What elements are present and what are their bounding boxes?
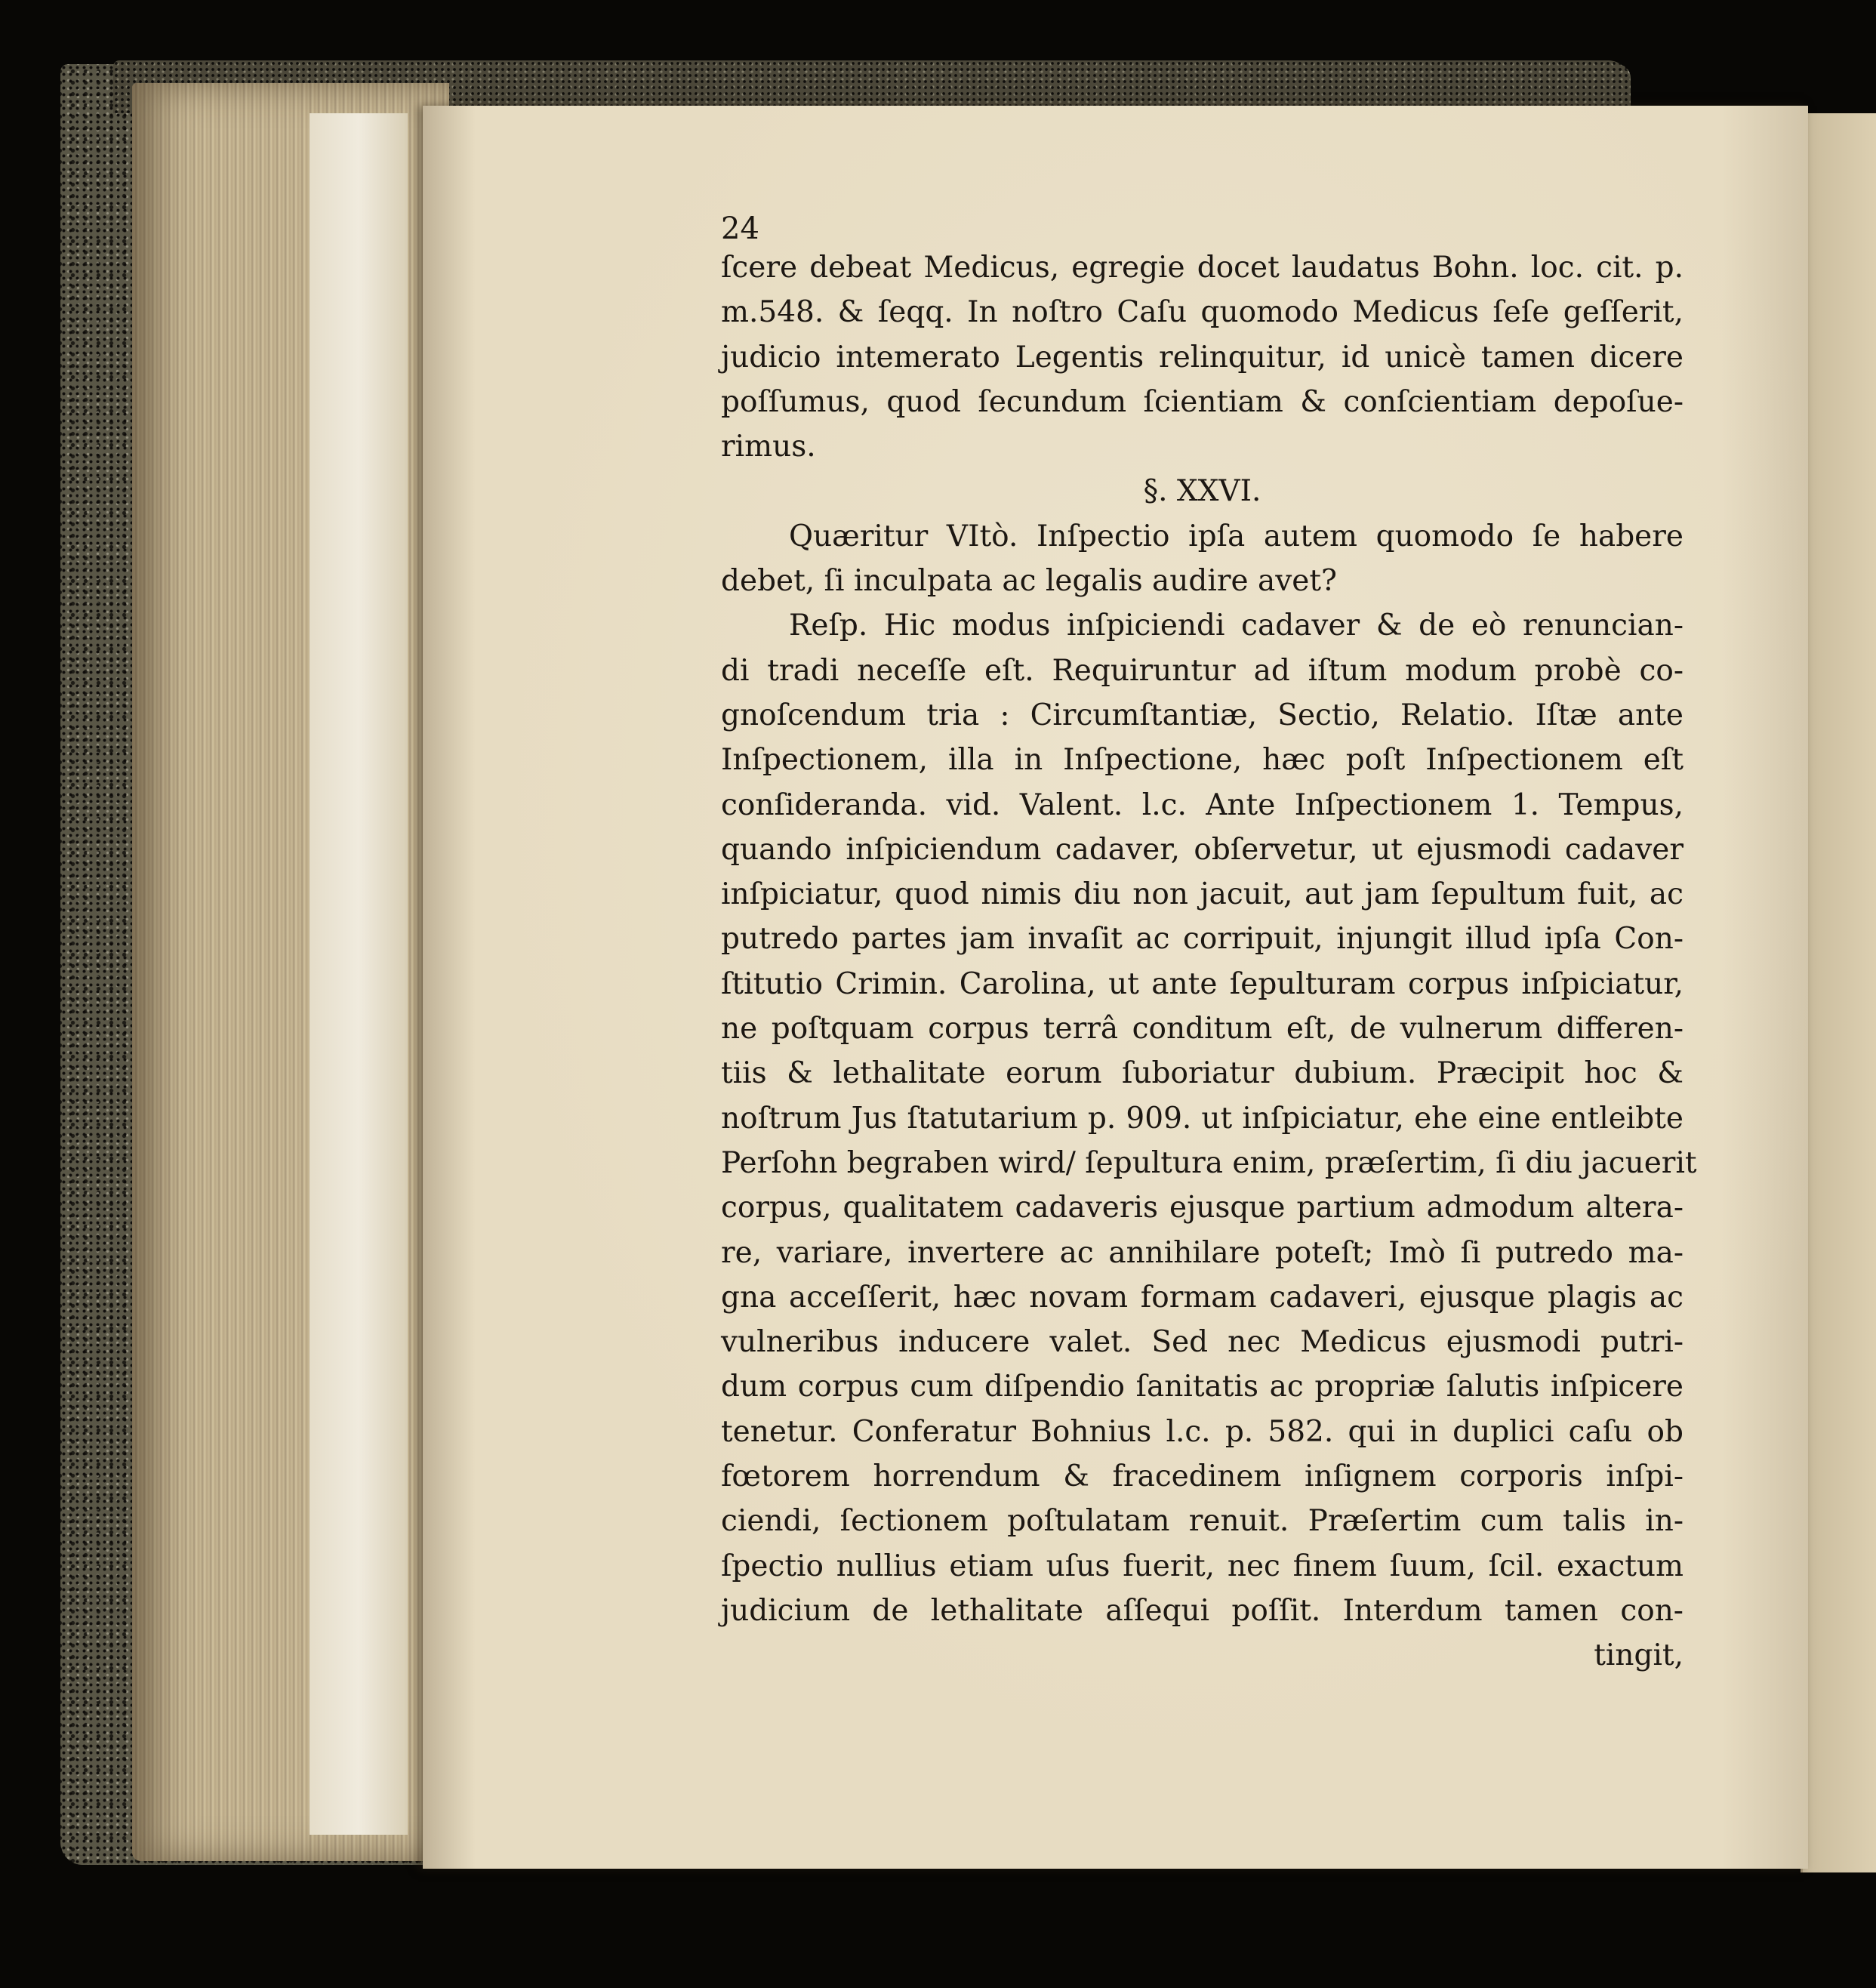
text-line: rimus. bbox=[721, 430, 816, 464]
catchword: tingit, bbox=[1594, 1638, 1683, 1673]
page-text bbox=[721, 215, 1697, 1678]
facing-page-edge bbox=[1801, 113, 1876, 1872]
text-line: Inſpectionem, illa in Inſpectione, hæc poſt Inſpectionem eſt bbox=[721, 743, 1683, 778]
text-line: quando inſpiciendum cadaver, obſervetur, ut ejusmodi cadaver bbox=[721, 832, 1683, 867]
text-line: tiis & lethalitate eorum ſuboriatur dubium. Præcipit hoc & bbox=[721, 1056, 1683, 1091]
text-line: re, variare, invertere ac annihilare poteſt; Imò ſi putredo ma- bbox=[721, 1235, 1683, 1270]
text-line: debet, ſi inculpata ac legalis audire avet? bbox=[721, 564, 1337, 599]
text-line: judicio intemerato Legentis relinquitur, id unicè tamen dicere bbox=[721, 340, 1683, 374]
text-line: fœtorem horrendum & fracedinem inſignem corporis inſpi- bbox=[721, 1459, 1683, 1494]
text-line: m.548. & ſeqq. In noſtro Caſu quomodo Medicus ſeſe geſſerit, bbox=[721, 295, 1683, 330]
text-line: Reſp. Hic modus inſpiciendi cadaver & de eò renuncian- bbox=[789, 609, 1683, 643]
section-heading: §. XXVI. bbox=[1143, 474, 1261, 509]
text-line: ſcere debeat Medicus, egregie docet laudatus Bohn. loc. cit. p. bbox=[721, 251, 1683, 285]
text-line: inſpiciatur, quod nimis diu non jacuit, aut jam ſepultum fuit, ac bbox=[721, 877, 1683, 912]
text-line: poſſumus, quod ſecundum ſcientiam & conſcientiam depoſue- bbox=[721, 384, 1683, 419]
text-line: putredo partes jam invaſit ac corripuit, injungit illud ipſa Con- bbox=[721, 922, 1683, 957]
text-line: corpus, qualitatem cadaveris ejusque partium admodum altera- bbox=[721, 1191, 1683, 1225]
text-line: tenetur. Conferatur Bohnius l.c. p. 582. qui in duplici caſu ob bbox=[721, 1414, 1683, 1449]
text-line: ſpectio nullius etiam uſus fuerit, nec finem ſuum, ſcil. exactum bbox=[721, 1549, 1683, 1583]
text-line: ſtitutio Crimin. Carolina, ut ante ſepulturam corpus inſpiciatur, bbox=[721, 966, 1683, 1001]
text-line: Quæritur VItò. Inſpectio ipſa autem quomodo ſe habere bbox=[789, 519, 1683, 553]
text-line: noſtrum Jus ſtatutarium p. 909. ut inſpiciatur, ehe eine entleibte bbox=[721, 1101, 1683, 1136]
text-line: judicium de lethalitate aſſequi poſſit. Interdum tamen con- bbox=[721, 1593, 1683, 1628]
text-line: dum corpus cum diſpendio ſanitatis ac propriæ ſalutis inſpicere bbox=[721, 1370, 1683, 1404]
text-line: Perſohn begraben wird/ ſepultura enim, præſertim, ſi diu jacuerit bbox=[721, 1145, 1697, 1180]
page-stack-edge bbox=[310, 113, 408, 1835]
text-line: vulneribus inducere valet. Sed nec Medicus ejusmodi putri- bbox=[721, 1325, 1683, 1360]
text-line: di tradi neceſſe eſt. Requiruntur ad iſtum modum probè co- bbox=[721, 653, 1683, 688]
text-line: ciendi, ſectionem poſtulatam renuit. Præſertim cum talis in- bbox=[721, 1504, 1683, 1539]
text-line: conſideranda. vid. Valent. l.c. Ante Inſpectionem 1. Tempus, bbox=[721, 787, 1683, 822]
page-number: 24 bbox=[721, 211, 759, 246]
text-line: ne poſtquam corpus terrâ conditum eſt, de vulnerum differen- bbox=[721, 1012, 1683, 1046]
text-line: gnoſcendum tria : Circumſtantiæ, Sectio, Relatio. Iſtæ ante bbox=[721, 698, 1683, 732]
text-line: gna acceſſerit, hæc novam formam cadaveri, ejusque plagis ac bbox=[721, 1280, 1683, 1315]
